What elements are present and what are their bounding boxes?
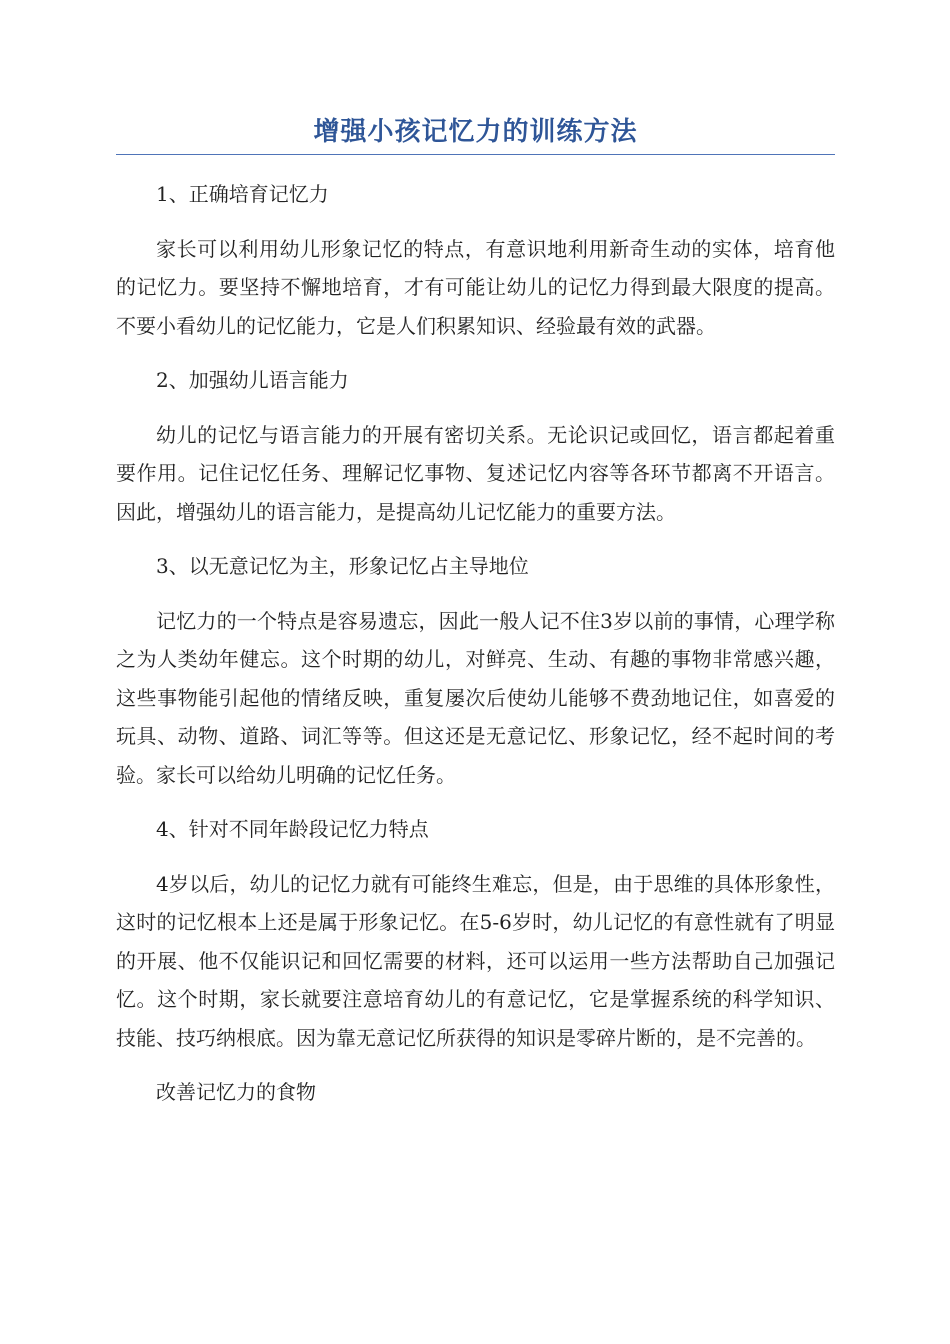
document-title: 增强小孩记忆力的训练方法 xyxy=(116,112,835,155)
section-heading-1: 1、正确培育记忆力 xyxy=(156,182,329,206)
section-heading-5: 改善记忆力的食物 xyxy=(156,1080,316,1104)
section-heading-2: 2、加强幼儿语言能力 xyxy=(156,368,349,392)
paragraph-3: 记忆力的一个特点是容易遗忘，因此一般人记不住3岁以前的事情，心理学称之为人类幼年健忘。这个时期的幼儿，对鲜亮、生动、有趣的事物非常感兴趣，这些事物能引起他的情绪反映，重复屡次后使幼儿能够不费劲地记住，如喜爱的玩具、动物、道路、词汇等等。但这还是无意记忆、形象记忆，经不起时间的考验。家长可以给幼儿明确的记忆任务。 xyxy=(116,608,835,787)
paragraph-1: 家长可以利用幼儿形象记忆的特点，有意识地利用新奇生动的实体，培育他的记忆力。要坚持不懈地培育，才有可能让幼儿的记忆力得到最大限度的提高。不要小看幼儿的记忆能力，它是人们积累知识、经验最有效的武器。 xyxy=(116,236,835,338)
paragraph-4: 4岁以后，幼儿的记忆力就有可能终生难忘，但是，由于思维的具体形象性，这时的记忆根本上还是属于形象记忆。在5-6岁时，幼儿记忆的有意性就有了明显的开展、他不仅能识记和回忆需要的材料，还可以运用一些方法帮助自己加强记忆。这个时期，家长就要注意培育幼儿的有意记忆，它是掌握系统的科学知识、技能、技巧纳根底。因为靠无意记忆所获得的知识是零碎片断的，是不完善的。 xyxy=(116,871,835,1050)
document-page xyxy=(116,112,835,1128)
section-heading-4: 4、针对不同年龄段记忆力特点 xyxy=(156,817,429,841)
section-heading-3: 3、以无意记忆为主，形象记忆占主导地位 xyxy=(156,554,529,578)
paragraph-2: 幼儿的记忆与语言能力的开展有密切关系。无论识记或回忆，语言都起着重要作用。记住记忆任务、理解记忆事物、复述记忆内容等各环节都离不开语言。因此，增强幼儿的语言能力，是提高幼儿记忆能力的重要方法。 xyxy=(116,422,835,524)
